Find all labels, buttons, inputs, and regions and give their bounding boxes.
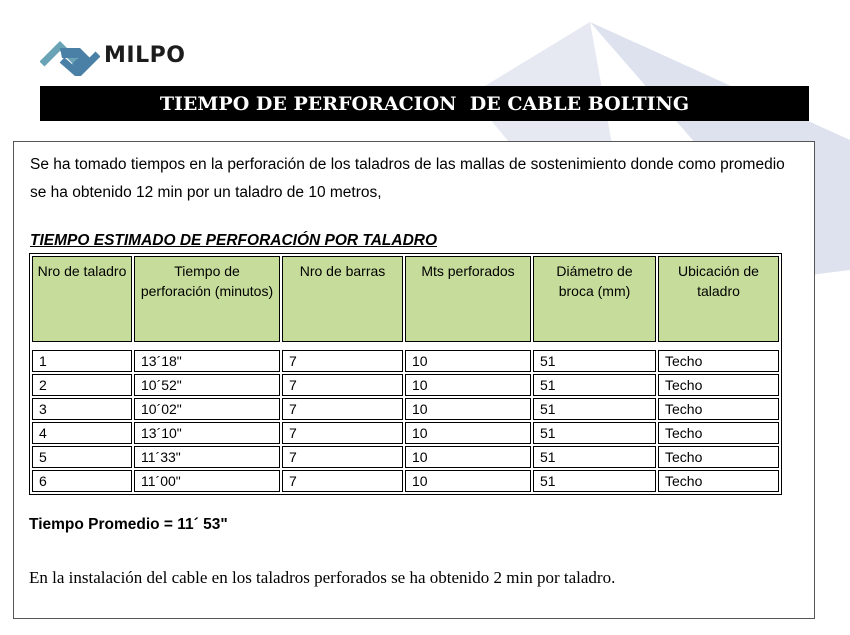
- header-nro-barras: Nro de barras: [282, 256, 403, 342]
- cell-tiempo: 11´33": [134, 446, 280, 468]
- cell-diametro: 51: [533, 374, 656, 396]
- slide-title-bar: [40, 86, 809, 121]
- cell-tiempo: 11´00": [134, 470, 280, 492]
- header-ubicacion-taladro: Ubicación de taladro: [658, 256, 779, 342]
- cell-diametro: 51: [533, 470, 656, 492]
- table-row: [32, 446, 779, 468]
- cell-barras: 7: [282, 398, 403, 420]
- cell-diametro: 51: [533, 350, 656, 372]
- table-row: [32, 398, 779, 420]
- cell-nro: 5: [32, 446, 132, 468]
- cell-tiempo: 13´18": [134, 350, 280, 372]
- table-title: TIEMPO ESTIMADO DE PERFORACIÓN POR TALADRO: [30, 232, 438, 249]
- cell-tiempo: 10´52": [134, 374, 280, 396]
- cell-barras: 7: [282, 446, 403, 468]
- cell-metros: 10: [405, 374, 531, 396]
- cell-metros: 10: [405, 350, 531, 372]
- cell-tiempo: 13´10": [134, 422, 280, 444]
- cell-ubicacion: Techo: [658, 350, 779, 372]
- cell-ubicacion: Techo: [658, 398, 779, 420]
- cell-barras: 7: [282, 422, 403, 444]
- table-row: [32, 374, 779, 396]
- table-row: [32, 470, 779, 492]
- cell-barras: 7: [282, 374, 403, 396]
- header-mts-perforados: Mts perforados: [405, 256, 531, 342]
- table-spacer-row: [32, 344, 779, 348]
- average-time: Tiempo Promedio = 11´ 53": [29, 516, 228, 533]
- cell-metros: 10: [405, 470, 531, 492]
- slide-title: TIEMPO DE PERFORACION DE CABLE BOLTING: [159, 92, 690, 115]
- cell-nro: 1: [32, 350, 132, 372]
- header-tiempo-perforacion: Tiempo de perforación (minutos): [134, 256, 280, 342]
- cell-ubicacion: Techo: [658, 422, 779, 444]
- cell-diametro: 51: [533, 422, 656, 444]
- cell-diametro: 51: [533, 398, 656, 420]
- header-nro-taladro: Nro de taladro: [32, 256, 132, 342]
- header-diametro-broca: Diámetro de broca (mm): [533, 256, 656, 342]
- cell-diametro: 51: [533, 446, 656, 468]
- cell-nro: 2: [32, 374, 132, 396]
- cell-barras: 7: [282, 470, 403, 492]
- cell-ubicacion: Techo: [658, 470, 779, 492]
- table-row: [32, 350, 779, 372]
- cell-nro: 3: [32, 398, 132, 420]
- cell-metros: 10: [405, 446, 531, 468]
- document-panel: [13, 141, 815, 619]
- cell-ubicacion: Techo: [658, 374, 779, 396]
- milpo-logo: [40, 34, 185, 76]
- cell-barras: 7: [282, 350, 403, 372]
- drilling-time-table: [29, 253, 782, 495]
- cell-metros: 10: [405, 422, 531, 444]
- table-header-row: [32, 256, 779, 342]
- milpo-logo-mark-icon: [40, 34, 100, 76]
- cell-ubicacion: Techo: [658, 446, 779, 468]
- cell-nro: 4: [32, 422, 132, 444]
- intro-paragraph: Se ha tomado tiempos en la perforación de los taladros de las mallas de sostenimiento donde como promedio se ha obtenido 12 min por un taladro de 10 metros,: [30, 156, 785, 201]
- cell-nro: 6: [32, 470, 132, 492]
- installation-note: En la instalación del cable en los taladros perforados se ha obtenido 2 min por taladro.: [29, 568, 616, 587]
- table-row: [32, 422, 779, 444]
- cell-tiempo: 10´02": [134, 398, 280, 420]
- brand-name: MILPO: [104, 42, 186, 68]
- cell-metros: 10: [405, 398, 531, 420]
